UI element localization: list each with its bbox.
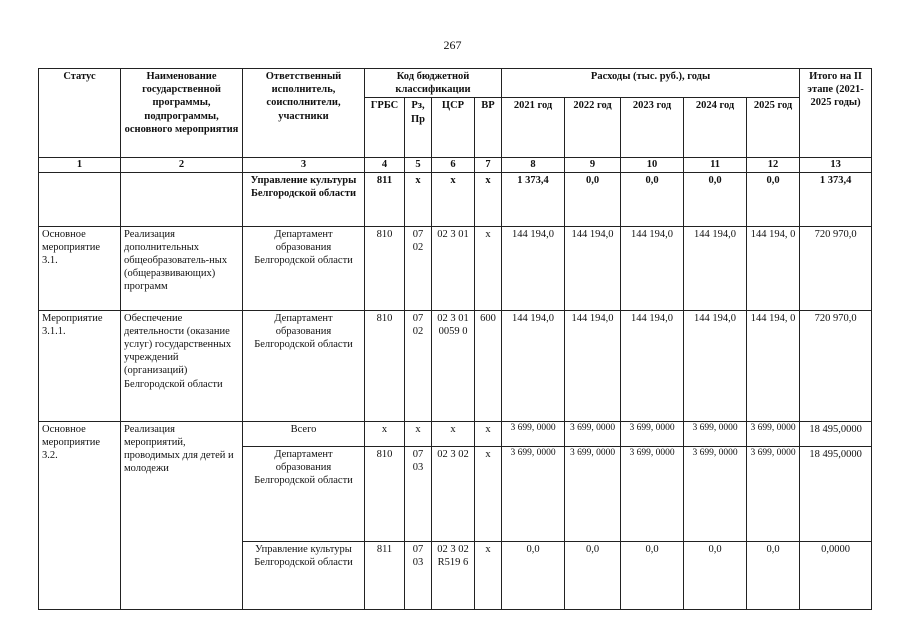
cell-2024: 3 699, 0000 — [684, 421, 747, 446]
cell-responsible: Управление культуры Белгородской области — [243, 172, 365, 226]
header-vr: ВР — [475, 98, 502, 158]
col-number: 13 — [800, 158, 872, 172]
header-2025: 2025 год — [747, 98, 800, 158]
cell-vr: х — [475, 226, 502, 310]
cell-name: Реализация мероприятий, проводимых для детей и молодежи — [121, 421, 243, 609]
cell-name — [121, 172, 243, 226]
cell-grbs: 811 — [365, 172, 405, 226]
cell-2025: 144 194, 0 — [747, 226, 800, 310]
header-responsible: Ответственный исполнитель, соисполнители, участники — [243, 69, 365, 158]
cell-status: Основное мероприятие 3.2. — [39, 421, 121, 609]
cell-rzpr: 07 02 — [405, 310, 432, 421]
cell-2021: 3 699, 0000 — [502, 421, 565, 446]
cell-2021: 144 194,0 — [502, 226, 565, 310]
cell-grbs: 810 — [365, 226, 405, 310]
cell-2023: 0,0 — [621, 172, 684, 226]
cell-total: 720 970,0 — [800, 310, 872, 421]
cell-2024: 0,0 — [684, 172, 747, 226]
cell-2024: 144 194,0 — [684, 226, 747, 310]
cell-2021: 1 373,4 — [502, 172, 565, 226]
cell-status — [39, 172, 121, 226]
header-status: Статус — [39, 69, 121, 158]
col-number: 3 — [243, 158, 365, 172]
cell-total: 0,0000 — [800, 541, 872, 609]
cell-2025: 0,0 — [747, 541, 800, 609]
cell-rzpr: х — [405, 421, 432, 446]
cell-vr: х — [475, 541, 502, 609]
col-number: 6 — [432, 158, 475, 172]
header-2024: 2024 год — [684, 98, 747, 158]
cell-grbs: 810 — [365, 310, 405, 421]
cell-responsible: Департамент образования Белгородской области — [243, 310, 365, 421]
col-number: 2 — [121, 158, 243, 172]
cell-total: 18 495,0000 — [800, 446, 872, 541]
page-number: 267 — [443, 38, 462, 52]
col-number: 5 — [405, 158, 432, 172]
cell-2022: 0,0 — [565, 172, 621, 226]
table-row — [39, 310, 872, 421]
budget-table — [38, 68, 872, 610]
cell-2021: 3 699, 0000 — [502, 446, 565, 541]
cell-csr: х — [432, 172, 475, 226]
cell-2023: 144 194,0 — [621, 226, 684, 310]
cell-grbs: х — [365, 421, 405, 446]
col-number: 11 — [684, 158, 747, 172]
cell-name: Реализация дополнительных общеобразователь-ных (общеразвивающих) программ — [121, 226, 243, 310]
cell-2025: 3 699, 0000 — [747, 421, 800, 446]
cell-name: Обеспечение деятельности (оказание услуг) государственных учреждений (организаций) Белгородской области — [121, 310, 243, 421]
cell-status: Основное мероприятие 3.1. — [39, 226, 121, 310]
cell-total: 1 373,4 — [800, 172, 872, 226]
header-rzpr: Рз, Пр — [405, 98, 432, 158]
cell-responsible: Департамент образования Белгородской области — [243, 446, 365, 541]
cell-2023: 0,0 — [621, 541, 684, 609]
header-budget-code: Код бюджетной классификации — [365, 69, 502, 98]
cell-2025: 0,0 — [747, 172, 800, 226]
cell-2022: 3 699, 0000 — [565, 446, 621, 541]
cell-csr: 02 3 01 0059 0 — [432, 310, 475, 421]
cell-responsible: Всего — [243, 421, 365, 446]
cell-vr: 600 — [475, 310, 502, 421]
cell-rzpr: 07 03 — [405, 446, 432, 541]
cell-responsible: Управление культуры Белгородской области — [243, 541, 365, 609]
col-number: 12 — [747, 158, 800, 172]
table-row — [39, 421, 872, 446]
col-number: 10 — [621, 158, 684, 172]
cell-2022: 3 699, 0000 — [565, 421, 621, 446]
header-grbs: ГРБС — [365, 98, 405, 158]
cell-vr: х — [475, 421, 502, 446]
cell-2024: 144 194,0 — [684, 310, 747, 421]
cell-2022: 144 194,0 — [565, 226, 621, 310]
cell-rzpr: 07 03 — [405, 541, 432, 609]
cell-vr: х — [475, 172, 502, 226]
cell-2025: 3 699, 0000 — [747, 446, 800, 541]
cell-csr: 02 3 02 R519 6 — [432, 541, 475, 609]
cell-2023: 3 699, 0000 — [621, 421, 684, 446]
header-row — [39, 69, 872, 98]
header-2022: 2022 год — [565, 98, 621, 158]
cell-status: Мероприятие 3.1.1. — [39, 310, 121, 421]
cell-total: 18 495,0000 — [800, 421, 872, 446]
table-row — [39, 226, 872, 310]
cell-csr: х — [432, 421, 475, 446]
cell-vr: х — [475, 446, 502, 541]
cell-2024: 0,0 — [684, 541, 747, 609]
col-number: 7 — [475, 158, 502, 172]
cell-2024: 3 699, 0000 — [684, 446, 747, 541]
col-number: 4 — [365, 158, 405, 172]
column-numbers-row — [39, 158, 872, 172]
cell-grbs: 810 — [365, 446, 405, 541]
header-total: Итого на II этапе (2021-2025 годы) — [800, 69, 872, 158]
col-number: 9 — [565, 158, 621, 172]
col-number: 8 — [502, 158, 565, 172]
header-csr: ЦСР — [432, 98, 475, 158]
cell-2022: 144 194,0 — [565, 310, 621, 421]
cell-2021: 144 194,0 — [502, 310, 565, 421]
cell-csr: 02 3 02 — [432, 446, 475, 541]
cell-rzpr: 07 02 — [405, 226, 432, 310]
header-2021: 2021 год — [502, 98, 565, 158]
header-program-name: Наименование государственной программы, подпрограммы, основного мероприятия — [121, 69, 243, 158]
cell-responsible: Департамент образования Белгородской области — [243, 226, 365, 310]
col-number: 1 — [39, 158, 121, 172]
table-row — [39, 172, 872, 226]
cell-csr: 02 3 01 — [432, 226, 475, 310]
header-expenses: Расходы (тыс. руб.), годы — [502, 69, 800, 98]
cell-2023: 144 194,0 — [621, 310, 684, 421]
cell-2022: 0,0 — [565, 541, 621, 609]
cell-total: 720 970,0 — [800, 226, 872, 310]
cell-rzpr: х — [405, 172, 432, 226]
header-2023: 2023 год — [621, 98, 684, 158]
cell-2025: 144 194, 0 — [747, 310, 800, 421]
cell-grbs: 811 — [365, 541, 405, 609]
cell-2021: 0,0 — [502, 541, 565, 609]
cell-2023: 3 699, 0000 — [621, 446, 684, 541]
